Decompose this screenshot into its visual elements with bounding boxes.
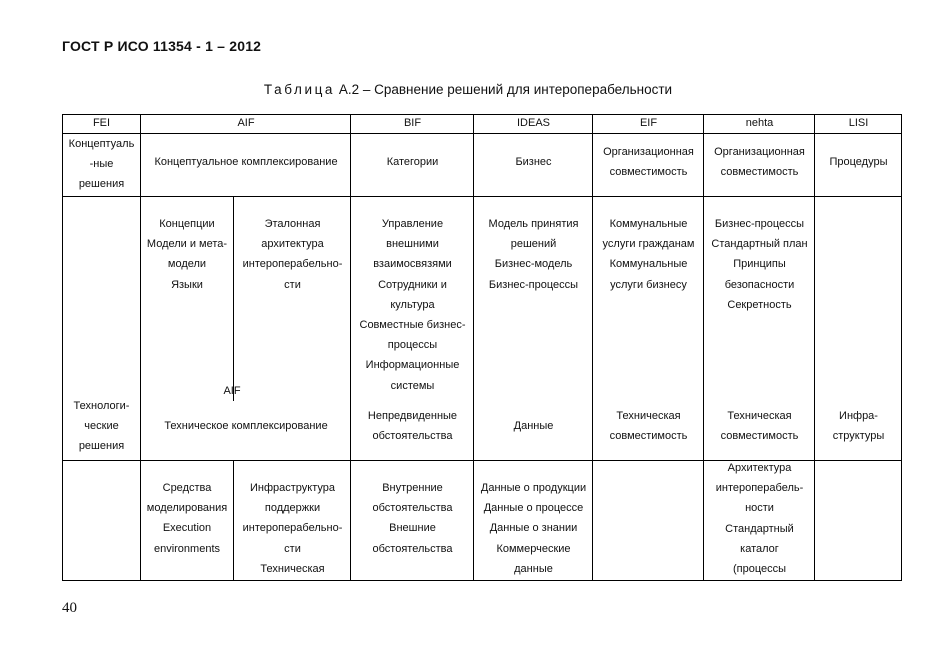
cell-line: системы <box>390 379 435 392</box>
column-header-lisi: LISI <box>848 117 869 129</box>
cell-line: Эталонная <box>264 218 321 230</box>
technological-aif-cell: Техническое комплексирование <box>164 420 328 432</box>
conceptual-aif-cell: Концептуальное комплексирование <box>154 156 338 168</box>
cell-line: Организационная <box>714 146 805 158</box>
cell-line: сти <box>284 278 301 291</box>
cell-line: обстоятельства <box>372 430 453 443</box>
cell-line: Инфра- <box>839 410 878 422</box>
cell-line: обстоятельства <box>372 542 453 555</box>
bottom-ideas-cell <box>474 478 593 579</box>
cell-line: Совместные бизнес- <box>359 319 466 332</box>
cell-line: услуги бизнесу <box>610 278 687 291</box>
cell-line: взаимосвязями <box>373 258 452 271</box>
cell-line: модели <box>167 258 207 271</box>
cell-line: Техническая <box>616 410 681 422</box>
column-header-aif: AIF <box>237 117 255 129</box>
technological-lisi-cell <box>815 406 902 446</box>
cell-line: Организационная <box>603 146 694 158</box>
table-caption-title: А.2 – Сравнение решений для интероперабельности <box>338 82 673 97</box>
table-caption-label: Таблица <box>263 82 336 97</box>
column-header-ideas: IDEAS <box>516 117 550 129</box>
conceptual-eif-cell <box>593 142 704 182</box>
cell-line: интероперабельно- <box>242 258 343 271</box>
cell-line: Концептуаль <box>68 138 135 150</box>
middle-aif-left-cell <box>141 214 233 295</box>
cell-line: совместимость <box>609 166 688 179</box>
technological-ideas-cell: Данные <box>513 420 554 432</box>
comparison-table <box>62 114 902 581</box>
cell-line: Внешние <box>389 522 436 535</box>
column-header-nehta: nehta <box>745 117 774 129</box>
middle-eif-cell <box>593 214 704 295</box>
cell-line: Внутренние <box>382 482 443 494</box>
conceptual-row-divider <box>62 196 902 197</box>
conceptual-ideas-cell: Бизнес <box>515 156 552 168</box>
cell-line: совместимость <box>720 166 799 179</box>
cell-line: совместимость <box>609 430 688 443</box>
technological-fei-cell <box>62 396 141 457</box>
column-header-eif: EIF <box>639 117 658 129</box>
technological-bif-cell <box>351 406 474 446</box>
cell-line: ческие <box>84 420 119 433</box>
cell-line: Принципы <box>733 258 786 271</box>
cell-line: Технологи- <box>73 400 130 412</box>
aif-divider-label: AIF <box>223 385 241 397</box>
cell-line: (процессы <box>732 563 787 576</box>
document-header: ГОСТ Р ИСО 11354 - 1 – 2012 <box>62 38 262 54</box>
cell-line: совместимость <box>720 430 799 443</box>
bottom-aif-right-cell <box>234 478 351 579</box>
cell-line: структуры <box>832 430 885 443</box>
cell-line: архитектура <box>261 238 324 251</box>
cell-line: Модели и мета- <box>146 238 228 251</box>
cell-line: поддержки <box>264 502 321 515</box>
cell-line: environments <box>153 542 221 555</box>
cell-line: Бизнес-процессы <box>714 218 805 230</box>
cell-line: внешними <box>386 238 439 251</box>
cell-line: Информационные <box>365 359 460 372</box>
middle-aif-right-cell <box>234 214 351 295</box>
table-caption <box>0 82 936 97</box>
middle-nehta-cell <box>704 214 815 315</box>
conceptual-lisi-cell: Процедуры <box>829 156 888 168</box>
cell-line: услуги гражданам <box>602 238 695 251</box>
cell-line: Данные о знании <box>489 522 578 535</box>
bottom-aif-left-cell <box>141 478 233 559</box>
cell-line: обстоятельства <box>372 502 453 515</box>
cell-line: Инфраструктура <box>249 482 335 494</box>
cell-line: Секретность <box>727 298 792 311</box>
cell-line: ности <box>745 502 774 515</box>
cell-line: Непредвиденные <box>367 410 458 422</box>
cell-line: Коммерческие <box>496 542 571 555</box>
cell-line: культура <box>390 298 435 311</box>
cell-line: -ные <box>89 158 114 171</box>
cell-line: Архитектура <box>727 462 792 474</box>
table-border-bottom <box>62 580 902 581</box>
cell-line: Бизнес-модель <box>494 258 573 271</box>
header-row-divider <box>62 133 902 134</box>
cell-line: Средства <box>162 482 212 494</box>
cell-line: Коммунальные <box>609 218 688 230</box>
technological-eif-cell <box>593 406 704 446</box>
conceptual-nehta-cell <box>704 142 815 182</box>
cell-line: Стандартный план <box>711 238 808 251</box>
cell-line: решения <box>78 178 125 191</box>
cell-line: Техническая <box>727 410 792 422</box>
column-header-bif: BIF <box>403 117 422 129</box>
table-border-right <box>901 114 902 581</box>
middle-ideas-cell <box>474 214 593 295</box>
bottom-bif-cell <box>351 478 474 559</box>
cell-line: Execution <box>162 522 212 535</box>
cell-line: Управление <box>381 218 444 230</box>
cell-line: Языки <box>171 278 203 291</box>
cell-line: интероперабель- <box>715 482 804 495</box>
cell-line: сти <box>284 542 301 555</box>
cell-line: интероперабельно- <box>242 522 343 535</box>
cell-line: процессы <box>387 339 438 352</box>
cell-line: решений <box>510 238 557 251</box>
cell-line: Стандартный <box>725 522 794 535</box>
conceptual-bif-cell: Категории <box>386 156 439 168</box>
cell-line: безопасности <box>724 278 795 291</box>
cell-line: Коммунальные <box>609 258 688 271</box>
technological-nehta-cell <box>704 406 815 446</box>
cell-line: Техническая <box>260 562 325 575</box>
cell-line: Данные о процессе <box>483 502 584 515</box>
cell-line: Модель принятия <box>488 218 579 230</box>
cell-line: решения <box>78 440 125 453</box>
cell-line: Сотрудники и <box>378 278 447 291</box>
cell-line: каталог <box>740 542 779 555</box>
cell-line: Концепции <box>159 218 215 230</box>
cell-line: данные <box>514 562 553 575</box>
cell-line: моделирования <box>146 502 228 515</box>
cell-line: Бизнес-процессы <box>488 278 579 291</box>
column-header-fei: FEI <box>92 117 111 129</box>
middle-bif-cell <box>351 214 474 396</box>
cell-line: Данные о продукции <box>480 482 587 494</box>
bottom-nehta-cell <box>704 458 815 579</box>
conceptual-fei-cell <box>62 134 141 195</box>
page-number: 40 <box>62 600 77 616</box>
